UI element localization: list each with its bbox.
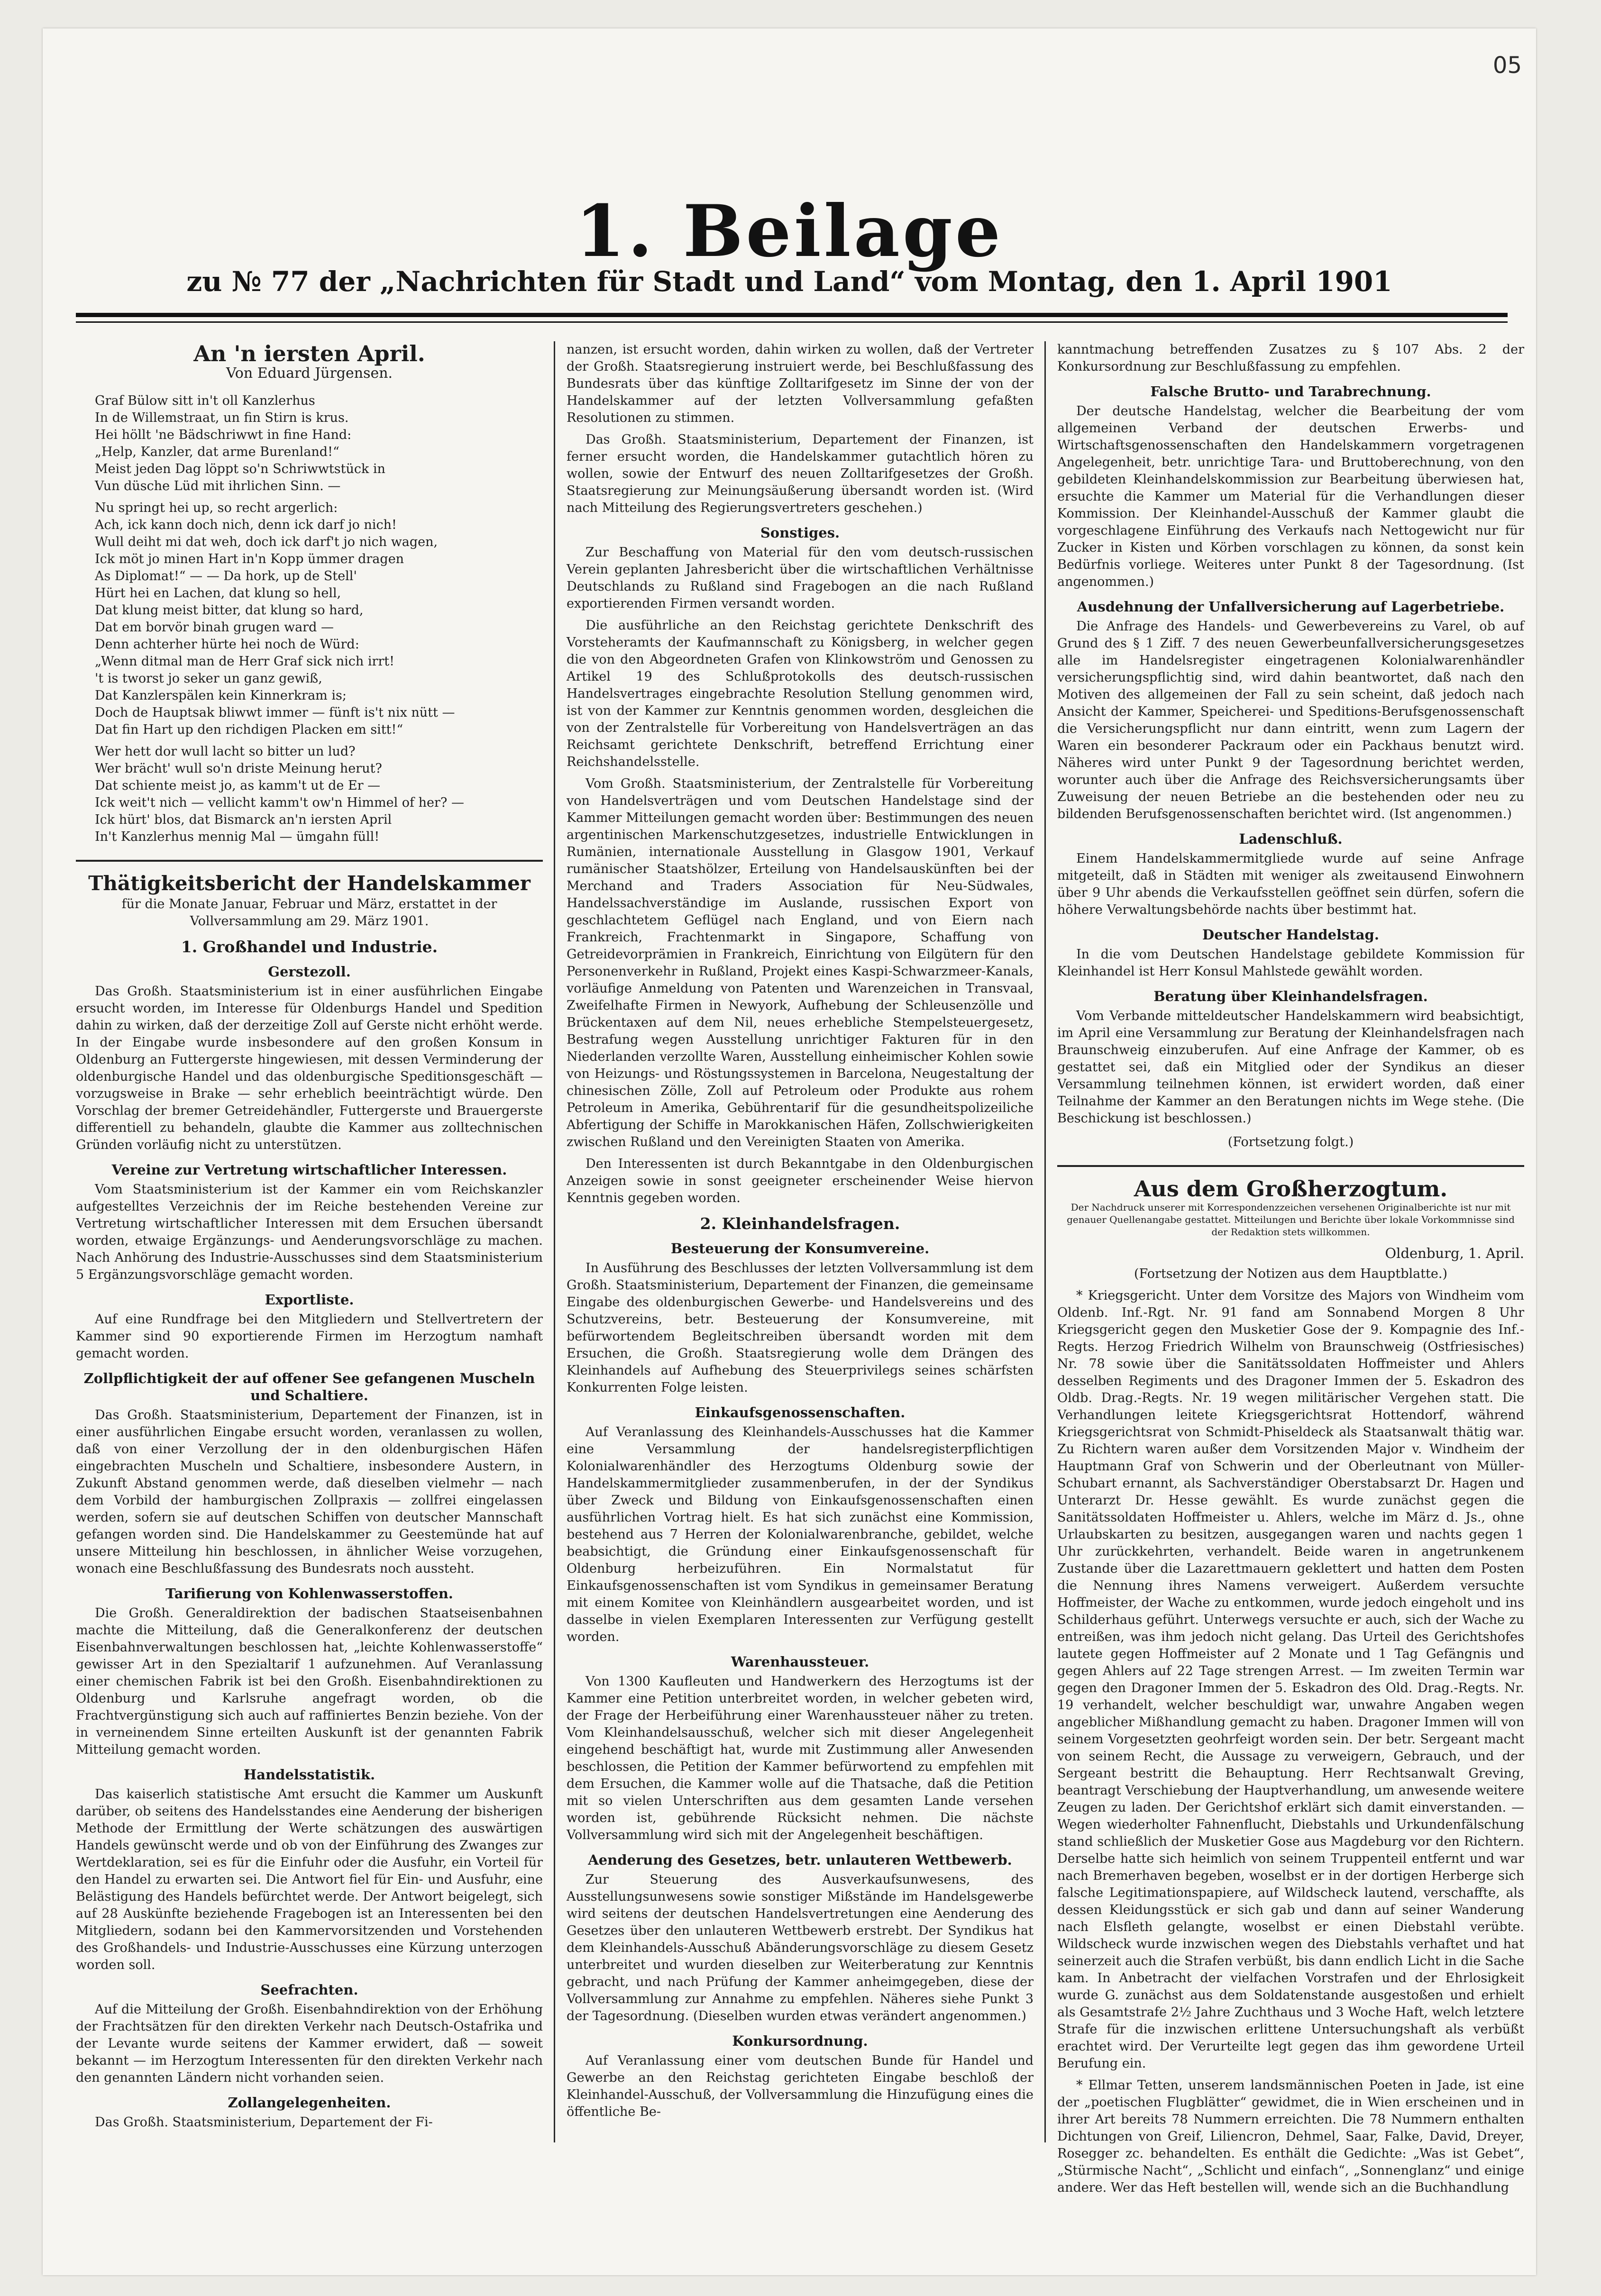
article-paragraph: Auf eine Rundfrage bei den Mitgliedern und Stellvertretern der Kammer sind 90 exportierende Firmen im Herzogtum namhaft gemacht worden.	[76, 1312, 543, 1361]
poem-line: Ach, ick kann doch nich, denn ick darf jo nich!	[95, 518, 397, 532]
report-subtitle: für die Monate Januar, Februar und März, erstattet in der Vollversammlung am 29. März 1901.	[121, 897, 497, 929]
subsection-heading: Zollpflichtigkeit der auf offener See gefangenen Muscheln und Schaltiere.	[83, 1370, 535, 1403]
subsection-heading: Seefrachten.	[260, 1982, 358, 1998]
poem-line: Dat fin Hart up den richdigen Placken em sitt!“	[95, 722, 403, 737]
continuation-note: (Fortsetzung folgt.)	[1227, 1135, 1354, 1149]
header-rule-thick	[76, 313, 1508, 317]
column-divider-2	[1044, 341, 1046, 2142]
article-paragraph: Das Großh. Staatsministerium ist in einer ausführlichen Eingabe ersucht worden, im Interesse für Oldenburgs Handel und Spedition dahin zu wirken, daß der derzeitige Zoll auf Gerste nicht erhöht werde. In der Eingabe wurde insbesondere auf den großen Konsum in Oldenburg an Futtergerste hingewiesen, mit dessen Verminderung der oldenburgische Handel und das oldenburgische Speditionsgeschäft — vorzugsweise in Brake — sehr erheblich beeinträchtigt würde. Den Vorschlag der bremer Getreidehändler, Futtergerste und Brauergerste differentiell zu behandeln, glaubte die Kammer aus zolltechnischen Gründen vorläufig nicht zu unterstützen.	[76, 984, 543, 1152]
article-paragraph: Der deutsche Handelstag, welcher die Bearbeitung der vom allgemeinen Verband der deutschen Erwerbs- und Wirtschaftsgenossenschaften den Handelskammern vorgetragenen Angelegenheit, betr. unrichtige Tara- und Bruttoberechnung, von den gebildeten Kleinhandelskommission zur Bearbeitung überwiesen hat, ersuchte die Kammer um Material für die Verhandlungen dieser Kommission. Der Kleinhandel-Ausschuß der Kammer glaubt die vorgeschlagene Einführung des Verkaufs nach Nettogewicht nur für Zucker in Kisten und Körben vorschlagen zu können, da sonst kein Bedürfnis vorliege. Weiteres unter Punkt 8 der Tagesordnung. (Ist angenommen.)	[1057, 404, 1524, 589]
subsection-heading: Einkaufsgenossenschaften.	[695, 1404, 906, 1421]
subsection-heading: Warenhaussteuer.	[731, 1654, 869, 1670]
poem-line: Ick hürt' blos, dat Bismarck an'n iersten April	[95, 812, 392, 827]
article-paragraph: Das kaiserlich statistische Amt ersucht die Kammer um Auskunft darüber, ob seitens des Handelsstandes eine Aenderung der bisherigen Methode der Ermittlung der Werte schätzungen des auswärtigen Handels gewünscht werde und ob von der Einführung des Zwanges zur Wertdeklaration, sei es für die Einfuhr oder die Ausfuhr, ein Vorteil für den Handel zu erwarten sei. Die Antwort fiel für Ein- und Ausfuhr, eine Belästigung des Handels befürchtet werde. Der Antwort beigelegt, sich auf 28 Auskünfte beziehende Fragebogen ist an Interessenten bei den Mitgliedern, sodann bei den Kammervorsitzenden und Vorstehenden des Großhandels- und Industrie-Ausschusses eine Kürzung unterzogen worden soll.	[76, 1787, 543, 1972]
column-divider-1	[554, 341, 555, 2142]
poem-line: 't is tworst jo seker un ganz gewiß,	[95, 671, 322, 686]
article-paragraph: Vom Großh. Staatsministerium, der Zentralstelle für Vorbereitung von Handelsverträgen und vom Deutschen Handelstage sind der Kammer Mitteilungen gemacht worden über: Bestimmungen des neuen argentinischen Markenschutzgesetzes, industrielle Entwicklungen in Rumänien, internationale Ausstellung in Glasgow 1901, Verkauf rumänischer Staatshölzer, Erteilung von Handelsauskünften bei der Merchand and Traders Association für Neu-Südwales, Handelssachverständige im Auslande, russischen Export von geschlachtetem Geflügel nach England, und von Eiern nach Frankreich, Frachtenmarkt in Singapore, Schaffung von Getreidevorprämien in Frankreich, Einrichtung von Eilgütern für den Personenverkehr in Rußland, Projekt eines Kaspi-Schwarzmeer-Kanals, vorläufige Anmeldung von Patenten und Warenzeichen in Transvaal, Zweifelhafte Firmen in Newyork, Aufhebung der Schleusenzölle und Brückentaxen auf dem Nil, neues erhebliche Stempelsteuergesetz, Bestrafung wegen Ausstellung unrichtiger Fakturen für in den Niederlanden verzollte Waren, Ausstellung einheimischer Kohlen sowie von Heizungs- und Röstungssystemen in Barcelona, Neugestaltung der chinesischen Zölle, Zoll auf Petroleum oder Produkte aus rohem Petroleum in Amerika, Gebührentarif für die gesundheitspolizeiliche Abfertigung der Schiffe in Marokkanischen Häfen, Zollschwierigkeiten zwischen Rußland und den Vereinigten Staaten von Amerika.	[567, 776, 1034, 1149]
article-paragraph: Von 1300 Kaufleuten und Handwerkern des Herzogtums ist der Kammer eine Petition unterbreitet worden, in welcher gebeten wird, der Frage der Herbeiführung einer Warenhaussteuer näher zu treten. Vom Kleinhandelsausschuß, welcher sich mit dieser Angelegenheit eingehend beschäftigt hat, wurde mit Zustimmung aller Anwesenden beschlossen, die Petition der Kammer befürwortend zu empfehlen mit dem Ersuchen, die Kammer wolle auf die Thatsache, daß die Petition mit so vielen Unterschriften aus dem gesamten Lande versehen worden ist, gebührende Rücksicht nehmen. Die nächste Vollversammlung wird sich mit der Angelegenheit beschäftigen.	[567, 1674, 1034, 1842]
poem-line: Graf Bülow sitt in't oll Kanzlerhus	[95, 393, 315, 408]
poem-line: Ick möt jo minen Hart in'n Kopp ümmer dragen	[95, 552, 404, 566]
subsection-heading: Zollangelegenheiten.	[228, 2095, 391, 2111]
article-paragraph: (Fortsetzung der Notizen aus dem Hauptblatte.)	[1134, 1266, 1447, 1281]
newspaper-page	[43, 28, 1536, 2275]
poem-line: Doch de Hauptsak bliwwt immer — fünft is't nix nütt —	[95, 705, 455, 720]
article-paragraph: Die Großh. Generaldirektion der badischen Staatseisenbahnen machte die Mitteilung, daß die Generalkonferenz der deutschen Eisenbahnverwaltungen beschlossen hat, „leichte Kohlenwasserstoffe“ gewisser Art in den Spezialtarif 1 aufzunehmen. Auf Veranlassung einer chemischen Fabrik ist bei den Großh. Eisenbahndirektionen zu Oldenburg und Karlsruhe angefragt worden, ob die Frachtvergünstigung sich auch auf raffiniertes Benzin beziehe. Von der in verneinendem Sinne erteilten Auskunft ist der genannten Fabrik Mitteilung gemacht worden.	[76, 1606, 543, 1757]
poem-stanza	[76, 743, 543, 846]
page-number: 05	[1492, 52, 1522, 79]
poem-line: Dat schiente meist jo, as kamm't ut de Er —	[95, 778, 381, 793]
section-heading: 2. Kleinhandelsfragen.	[700, 1214, 900, 1233]
supplement-subtitle: zu № 77 der „Nachrichten für Stadt und Land“ vom Montag, den 1. April 1901	[186, 265, 1392, 298]
poem-body	[76, 392, 543, 846]
subsection-heading: Ladenschluß.	[1239, 831, 1343, 847]
article-paragraph: * Kriegsgericht. Unter dem Vorsitze des Majors von Windheim vom Oldenb. Inf.-Rgt. Nr. 91 fand am Sonnabend Morgen 8 Uhr Kriegsgericht gegen den Musketier Gose der 9. Kompagnie des Inf.-Regts. Herzog Friedrich Wilhelm von Braunschweig (Ostfriesisches) Nr. 78 sowie über die Sanitätssoldaten Hoffmeister und Ahlers desselben Regiments und des Dragoner Immen der 5. Eskadron des Oldb. Drag.-Regts. Nr. 19 wegen militärischer Vergehen statt. Die Verhandlungen leitete Kriegsgerichtsrat Hottendorf, während Kriegsgerichtsrat von Schmidt-Phiseldeck als Staatsanwalt thätig war. Zu Richtern waren außer dem Vorsitzenden Major v. Windheim der Hauptmann Graf von Schwerin und der Oberleutnant von Müller-Schubart ernannt, als Sachverständiger Oberstabsarzt Dr. Hagen und Unterarzt Dr. Hesse gewählt. Es wurde zunächst gegen die Sanitätssoldaten Hoffmeister u. Ahlers, welche im März d. Js., ohne Urlaubskarten zu besitzen, ausgegangen waren und nachts gegen 1 Uhr zurückkehrten, verhandelt. Beide waren in angetrunkenem Zustande über die Lazarettmauern geklettert und hatten dem Posten die Nennung ihres Namens verweigert. Außerdem versuchte Hoffmeister, der Wache zu entkommen, wurde jedoch eingeholt und ins Schilderhaus geführt. Unterwegs versuchte er auch, sich der Wache zu entreißen, was ihm jedoch nicht gelang. Das Urteil des Gerichtshofes lautete gegen Hoffmeister auf 2 Monate und 1 Tag Gefängnis und gegen Ahlers auf 22 Tage strengen Arrest. — Im zweiten Termin war gegen den Dragoner Immen der 5. Eskadron des Old. Drag.-Regts. Nr. 19 verhandelt, welcher beschuldigt war, unwahre Angaben wegen angeblicher Mißhandlung gemacht zu haben. Dragoner Immen will von seinem Vorgesetzten geohrfeigt worden sein. Der betr. Sergeant macht von seinem Recht, die Aussage zu verweigern, Gebrauch, und der Sergeant bestritt die Behauptung. Herr Rechtsanwalt Greving, beantragt Verschiebung der Hauptverhandlung, um anwesende weitere Zeugen zu laden. Der Gerichtshof erklärt sich damit einverstanden. — Wegen wiederholter Fahnenflucht, Diebstahls und Urkundenfälschung stand schließlich der Musketier Gose aus Magdeburg vor den Richtern. Derselbe hatte sich heimlich von seinem Truppenteil entfernt und war nach Bremerhaven begeben, woselbst er in der dortigen Herberge sich falsche Legitimationspapiere, auf Wildscheck lautend, verschaffte, als dessen Kleidungsstück er sich gab und dann auf seiner Wanderung nach Elsfleth gelangte, woselbst er einen Diebstahl verübte. Wildscheck wurde inzwischen wegen des Diebstahls verhaftet und hat seinerzeit auch die Strafen verbüßt, bis dann endlich Licht in die Sache kam. In Anbetracht der vielfachen Vorstrafen und der Ehrlosigkeit wurde G. zunächst aus dem Soldatenstande ausgestoßen und erhielt als Gesamtstrafe 2½ Jahre Zuchthaus und 3 Woche Haft, welch letztere Strafe für die inzwischen erlittene Untersuchungshaft als verbüßt erachtet wird. Der Verurteilte legt gegen das ihm gewordene Urteil Berufung ein.	[1057, 1288, 1524, 2071]
article-paragraph: Die ausführliche an den Reichstag gerichtete Denkschrift des Vorsteheramts der Kaufmannschaft zu Königsberg, in welcher gegen die von den Abgeordneten Grafen von Klinkowström und Genossen zu Artikel 19 des Schlußprotokolls des deutsch-russischen Handelsvertrages eingebrachte Resolution Stellung genommen wird, ist von der Kammer zur Kenntnis genommen worden, desgleichen die von der Zentralstelle für Vorbereitung von Handelsverträgen an das Reichsamt gerichtete Denkschrift, betreffend Errichtung einer Reichshandelsstelle.	[567, 618, 1034, 769]
poem-line: Hei höllt 'ne Bädschriwwt in fine Hand:	[95, 428, 352, 442]
article-paragraph: Vom Verbande mitteldeutscher Handelskammern wird beabsichtigt, im April eine Versammlung zur Beratung der Kleinhandelsfragen nach Braunschweig einzuberufen. Auf eine Anfrage der Kammer, ob es gestattet sei, daß ein Mitglied oder der Syndikus an dieser Versammlung teilnehmen können, ist erwidert worden, daß einer Teilnahme der Kammer an den Beratungen nichts im Wege stehe. (Die Beschickung ist beschlossen.)	[1057, 1009, 1524, 1126]
section-heading: 1. Großhandel und Industrie.	[181, 938, 438, 956]
poem-line: Dat klung meist bitter, dat klung so hard,	[95, 603, 364, 618]
poem-line: „Help, Kanzler, dat arme Burenland!“	[95, 445, 339, 459]
article-paragraph: Auf die Mitteilung der Großh. Eisenbahndirektion von der Erhöhung der Frachtsätzen für den direkten Verkehr nach Deutsch-Ostafrika und der Levante wurde seitens der Kammer erwidert, daß — soweit bekannt — im Herzogtum Interessenten für den direkten Verkehr nach den genannten Ländern nicht vorhanden seien.	[76, 2002, 543, 2085]
poem-line: Wer hett dor wull lacht so bitter un lud?	[95, 744, 356, 759]
poem-line: In't Kanzlerhus mennig Mal — ümgahn füll!	[95, 829, 380, 844]
article-paragraph: Vom Staatsministerium ist der Kammer ein vom Reichskanzler aufgestelltes Verzeichnis der im Reiche bestehenden Vereine zur Vertretung wirtschaftlicher Interessen mit dem Ersuchen übersandt worden, etwaige Ergänzungs- und Aenderungsvorschläge zu machen. Nach Anhörung des Industrie-Ausschusses sind dem Staatsministerium 5 Ergänzungsvorschläge gemacht worden.	[76, 1182, 543, 1282]
section-separator	[1057, 1165, 1524, 1167]
article-paragraph: Zur Steuerung des Ausverkaufsunwesens, des Ausstellungsunwesens sowie sonstiger Mißstände im Handelsgewerbe wird seitens der deutschen Handelsvertretungen eine Aenderung des Gesetzes über den unlauteren Wettbewerb erstrebt. Der Syndikus hat dem Kleinhandels-Ausschuß Abänderungsvorschläge zu diesem Gesetz unterbreitet und wurden dieselben zur Weiterberatung zur Kenntnis gebracht, und nach Prüfung der Kammer anheimgegeben, diese der Vollversammlung zur Annahme zu empfehlen. Näheres siehe Punkt 3 der Tagesordnung. (Dieselben wurden etwas verändert angenommen.)	[567, 1872, 1034, 2023]
column-2	[567, 341, 1034, 2142]
subsection-heading: Beratung über Kleinhandelsfragen.	[1153, 988, 1428, 1004]
article-paragraph: Den Interessenten ist durch Bekanntgabe in den Oldenburgischen Anzeigen sowie in sonst geeigneter erscheinender Weise hiervon Kenntnis gegeben worden.	[567, 1157, 1034, 1205]
subsection-heading: Besteuerung der Konsumvereine.	[670, 1240, 930, 1257]
subsection-heading: Konkursordnung.	[732, 2033, 868, 2049]
article-paragraph: Die Anfrage des Handels- und Gewerbevereins zu Varel, ob auf Grund des § 1 Ziff. 7 des neuen Gewerbeunfallversicherungsgesetzes alle im Handelsregister eingetragenen Kolonialwarenhändler versicherungspflichtig sind, wird dahin beantwortet, daß nach den Motiven des allgemeinen der Fall zu sein scheint, daß jedoch nach Ansicht der Kammer, Speicherei- und Speditions-Berufsgenossenschaft die Versicherungspflicht nur dann eintritt, wenn zum Lagern der Waren ein besonderer Packraum oder ein Packhaus benutzt wird. Näheres wird unter Punkt 9 der Tagesordnung berichtet werden, worunter auch über die Anfrage des Reichsversicherungsamts über Zuweisung der neuen Betriebe an die bestehenden oder neu zu bildenden Berufsgenossenschaften berichtet wird. (Ist angenommen.)	[1057, 619, 1524, 821]
subsection-heading: Falsche Brutto- und Tarabrechnung.	[1150, 383, 1431, 400]
subsection-heading: Ausdehnung der Unfallversicherung auf Lagerbetriebe.	[1077, 599, 1505, 615]
article-paragraph: nanzen, ist ersucht worden, dahin wirken zu wollen, daß der Vertreter der Großh. Staatsregierung instruiert werde, bei Beschlußfassung des Bundesrats über das künftige Zolltarifgesetz im Sinne der von der Handelskammer auf der letzten Vollversammlung gefaßten Resolutionen zu stimmen.	[567, 342, 1034, 425]
poem-line: Vun düsche Lüd mit ihrlichen Sinn. —	[95, 479, 341, 493]
poem-line: In de Willemstraat, un fin Stirn is krus.	[95, 410, 349, 425]
poem-line: Dat Kanzlerspälen kein Kinnerkram is;	[95, 688, 347, 703]
subsection-heading: Exportliste.	[265, 1292, 354, 1308]
subsection-heading: Sonstiges.	[760, 525, 840, 541]
poem-line: Ick weit't nich — vellicht kamm't ow'n Himmel of her? —	[95, 795, 464, 810]
supplement-title: 1. Beilage	[575, 190, 1004, 273]
article-paragraph: Auf Veranlassung einer vom deutschen Bunde für Handel und Gewerbe an den Reichstag gerichteten Eingabe beschloß der Kleinhandel-Ausschuß, der Vollversammlung die Hinzufügung eines die öffentliche Be-	[567, 2053, 1034, 2119]
column-3	[1057, 341, 1524, 2195]
article-paragraph: In die vom Deutschen Handelstage gebildete Kommission für Kleinhandel ist Herr Konsul Mahlstede gewählt worden.	[1057, 947, 1524, 979]
article-paragraph: kanntmachung betreffenden Zusatzes zu § 107 Abs. 2 der Konkursordnung zur Beschlußfassung zu empfehlen.	[1057, 342, 1524, 374]
subsection-heading: Aenderung des Gesetzes, betr. unlauteren Wettbewerb.	[588, 1852, 1012, 1868]
subsection-heading: Handelsstatistik.	[243, 1767, 375, 1783]
report-title: Thätigkeitsbericht der Handelskammer	[88, 872, 531, 895]
article-paragraph: Auf Veranlassung des Kleinhandels-Ausschusses hat die Kammer eine Versammlung der handelsregisterpflichtigen Kolonialwarenhändler des Herzogtums Oldenburg sowie der Handelskammermitglieder zusammenberufen, in der der Syndikus über Zweck und Bildung von Einkaufsgenossenschaften einen ausführlichen Vortrag hielt. Es hat sich zunächst eine Kommission, bestehend aus 7 Herren der Kolonialwarenbranche, gebildet, welche beabsichtigt, die Gründung einer Einkaufsgenossenschaft für Oldenburg herbeizuführen. Ein Normalstatut für Einkaufsgenossenschaften ist vom Syndikus in gemeinsamer Beratung mit einem Komitee von Kleinhändlern ausgearbeitet worden, und ist dasselbe in vielen Exemplaren Interessenten zur Verfügung gestellt worden.	[567, 1425, 1034, 1644]
article-paragraph: Zur Beschaffung von Material für den vom deutsch-russischen Verein geplanten Jahresbericht über die wirtschaftlichen Verhältnisse Deutschlands zu Rußland sind Fragebogen an die nach Rußland exportierenden Firmen versandt worden.	[567, 545, 1034, 611]
poem-line: Wull deiht mi dat weh, doch ick darf't jo nich wagen,	[95, 535, 438, 549]
article-paragraph: Das Großh. Staatsministerium, Departement der Finanzen, ist ferner ersucht worden, die Handelskammer gutachtlich hören zu wollen, sowie der Entwurf des neuen Zolltarifgesetzes der Großh. Staatsregierung zur Meinungsäußerung übersandt worden ist. (Wird nach Mitteilung des Regierungsvertreters geschehen.)	[567, 432, 1034, 515]
poem-title: An 'n iersten April.	[193, 341, 425, 366]
poem-line: „Wenn ditmal man de Herr Graf sick nich irrt!	[95, 654, 395, 669]
news-section-title: Aus dem Großherzogtum.	[1134, 1176, 1448, 1202]
poem-line: Hürt hei en Lachen, dat klung so hell,	[95, 586, 341, 601]
article-paragraph: In Ausführung des Beschlusses der letzten Vollversammlung ist dem Großh. Staatsministerium, Departement der Finanzen, die gemeinsame Eingabe des oldenburgischen Gewerbe- und Handelsvereins und des Schutzvereins, betr. Besteuerung der Konsumvereine, mit befürwortendem Begleitschreiben übersandt worden mit dem Ersuchen, die Großh. Staatsregierung wolle dem Drängen des Kleinhandels auf Aufhebung des Steuerprivilegs seines schärfsten Konkurrenten Folge leisten.	[567, 1261, 1034, 1395]
poem-author: Von Eduard Jürgensen.	[226, 365, 393, 382]
article-paragraph: * Ellmar Tetten, unserem landsmännischen Poeten in Jade, ist eine der „poetischen Flugblätter“ gewidmet, die in Wien erscheinen und in ihrer Art bereits 78 Nummern erreichten. Die 78 Nummern enthalten Dichtungen von Greif, Liliencron, Dehmel, Saar, Falke, David, Dreyer, Rosegger zc. behandelten. Es enthält die Gedichte: „Was ist Gebet“, „Stürmische Nacht“, „Schlicht und einfach“, „Sonnenglanz“ und einige andere. Wer das Heft bestellen will, wende sich an die Buchhandlung	[1057, 2078, 1524, 2195]
poem-stanza	[76, 500, 543, 738]
poem-stanza	[76, 392, 543, 495]
column-1	[76, 341, 543, 2142]
subsection-heading: Gerstezoll.	[268, 964, 351, 980]
poem-line: Meist jeden Dag löppt so'n Schriwwtstück in	[95, 462, 385, 476]
subsection-heading: Vereine zur Vertretung wirtschaftlicher Interessen.	[111, 1162, 507, 1178]
subsection-heading: Deutscher Handelstag.	[1202, 927, 1379, 943]
reprint-notice: Der Nachdruck unserer mit Korrespondenzzeichen versehenen Originalberichte ist nur mit genauer Quellenangabe gestattet. Mitteilungen und Berichte über lokale Vorkommnisse sind der Redaktion stets willkommen.	[1067, 1202, 1515, 1238]
poem-line: Dat em borvör binah grugen ward —	[95, 620, 334, 635]
article-paragraph: Einem Handelskammermitgliede wurde auf seine Anfrage mitgeteilt, daß in Städten mit weniger als zweitausend Einwohnern über 9 Uhr abends die Verkaufsstellen geöffnet sein dürfen, sofern die höhere Verwaltungsbehörde nachts über bestimmt hat.	[1057, 851, 1524, 917]
section-separator	[76, 860, 543, 862]
article-paragraph: Das Großh. Staatsministerium, Departement der Fi-	[95, 2115, 433, 2130]
poem-line: Wer brächt' wull so'n driste Meinung herut?	[95, 761, 382, 776]
poem-line: As Diplomat!“ — — Da hork, up de Stell'	[95, 569, 357, 583]
poem-line: Nu springt hei up, so recht argerlich:	[95, 501, 338, 515]
dateline: Oldenburg, 1. April.	[1385, 1245, 1524, 1261]
poem-line: Denn achterher hürte hei noch de Würd:	[95, 637, 359, 652]
header-rule-thin	[76, 321, 1508, 323]
subsection-heading: Tarifierung von Kohlenwasserstoffen.	[165, 1585, 453, 1602]
article-paragraph: Das Großh. Staatsministerium, Departement der Finanzen, ist in einer ausführlichen Eingabe ersucht worden, veranlassen zu wollen, daß von einer Verzollung der in den oldenburgischen Häfen eingebrachten Muscheln und Schaltiere, insbesondere Austern, in Zukunft Abstand genommen werde, daß dieselben vielmehr — nach dem Vorbild der hamburgischen Zollpraxis — zollfrei eingelassen werden, sofern sie auf deutschen Schiffen von deutscher Mannschaft gefangen worden sind. Die Handelskammer zu Geestemünde hat auf unsere Mitteilung hin beschlossen, in ähnlicher Weise vorzugehen, wonach eine Beschlußfassung des Bundesrats noch aussteht.	[76, 1408, 543, 1576]
